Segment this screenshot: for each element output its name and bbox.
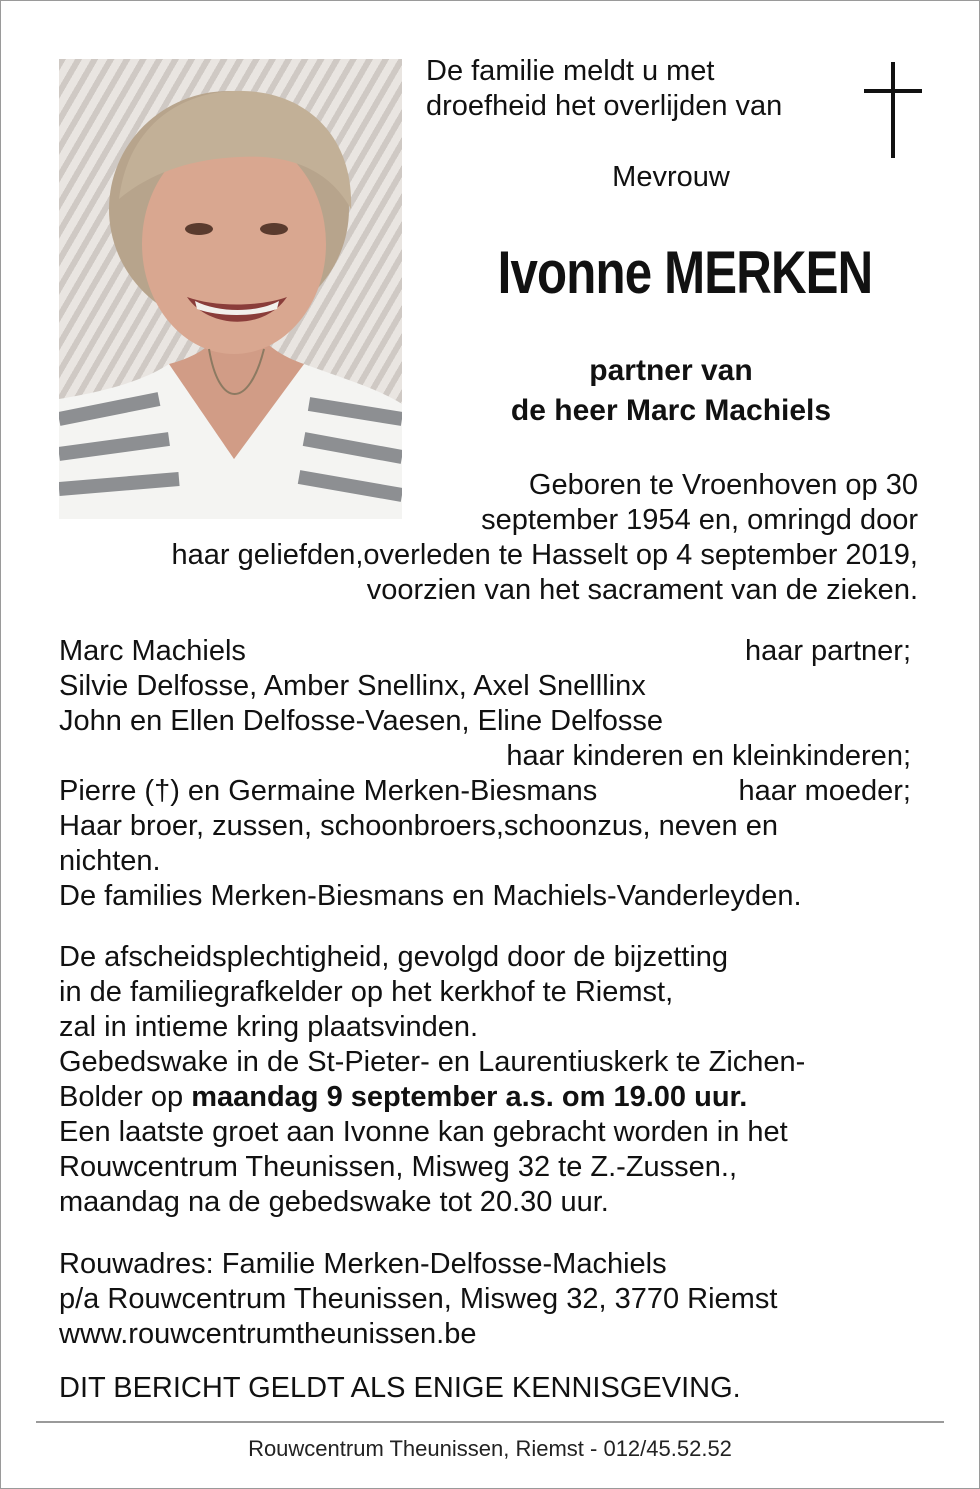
intro-line: De familie meldt u met xyxy=(426,55,715,87)
family-row xyxy=(59,774,911,809)
family-member: Haar broer, zussen, schoonbroers,schoonzus, neven en xyxy=(59,810,778,842)
address-line: p/a Rouwcentrum Theunissen, Misweg 32, 3770 Riemst xyxy=(59,1283,778,1315)
ceremony-line: De afscheidsplechtigheid, gevolgd door de bijzetting xyxy=(59,941,729,973)
family-member: Pierre (†) en Germaine Merken-Biesmans xyxy=(59,775,598,807)
cross-icon xyxy=(864,62,922,158)
ceremony-line: Gebedswake in de St-Pieter- en Laurentiuskerk te Zichen- xyxy=(59,1046,806,1078)
family-role: haar kinderen en kleinkinderen; xyxy=(506,740,911,772)
family-role: haar partner; xyxy=(744,635,911,667)
birth-line: Geboren te Vroenhoven op 30 xyxy=(528,469,918,501)
ceremony-line xyxy=(59,1080,879,1115)
ceremony-line: zal in intieme kring plaatsvinden. xyxy=(59,1011,479,1043)
birth-line: haar geliefden,overleden te Hasselt op 4 september 2019, xyxy=(171,539,918,571)
ceremony-line: maandag na de gebedswake tot 20.30 uur. xyxy=(59,1186,609,1218)
family-member: Silvie Delfosse, Amber Snellinx, Axel Snelllinx xyxy=(59,670,646,702)
address-line: Rouwadres: Familie Merken-Delfosse-Machiels xyxy=(59,1248,667,1280)
ceremony-text-plain: Bolder op xyxy=(59,1081,192,1113)
family-member: nichten. xyxy=(59,845,161,877)
portrait-photo xyxy=(59,59,402,519)
partner-line: partner van xyxy=(589,354,753,387)
footer-divider xyxy=(36,1421,944,1423)
family-member: De families Merken-Biesmans en Machiels-Vanderleyden. xyxy=(59,880,802,912)
family-role: haar moeder; xyxy=(738,775,911,807)
partner-line: de heer Marc Machiels xyxy=(510,394,832,427)
intro-line: droefheid het overlijden van xyxy=(426,90,783,122)
deceased-name: Ivonne MERKEN xyxy=(497,239,873,306)
family-member: Marc Machiels xyxy=(59,635,246,667)
ceremony-date-bold: maandag 9 september a.s. om 19.00 uur. xyxy=(191,1081,748,1113)
family-member: John en Ellen Delfosse-Vaesen, Eline Delfosse xyxy=(59,705,663,737)
ceremony-line: in de familiegrafkelder op het kerkhof te Riemst, xyxy=(59,976,674,1008)
birth-line: voorzien van het sacrament van de zieken. xyxy=(366,574,918,606)
family-row xyxy=(59,634,911,669)
birth-line: september 1954 en, omringd door xyxy=(481,504,918,536)
partner-block xyxy=(430,351,912,431)
ceremony-line: Een laatste groet aan Ivonne kan gebracht worden in het xyxy=(59,1116,788,1148)
ceremony-line: Rouwcentrum Theunissen, Misweg 32 te Z.-Zussen., xyxy=(59,1151,738,1183)
intro-text xyxy=(426,54,782,124)
footer-text: Rouwcentrum Theunissen, Riemst - 012/45.52.52 xyxy=(248,1436,732,1461)
honorific: Mevrouw xyxy=(612,161,730,193)
ceremony-text xyxy=(59,940,879,1220)
mourning-address xyxy=(59,1247,879,1352)
notice-text: DIT BERICHT GELDT ALS ENIGE KENNISGEVING. xyxy=(59,1372,741,1404)
website-link[interactable]: www.rouwcentrumtheunissen.be xyxy=(59,1318,477,1350)
birth-death-text xyxy=(98,468,918,608)
family-list xyxy=(59,634,911,914)
